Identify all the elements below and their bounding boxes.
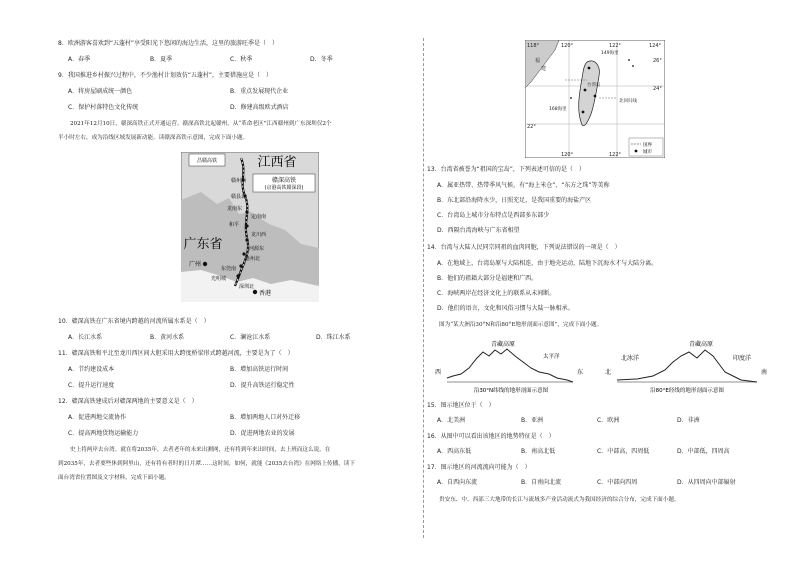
island-dot [570,97,572,99]
station-label: 龙南东 [227,206,243,212]
ganshen-railway-map [181,152,319,302]
q14-option-c[interactable]: C．海峡两岸在经济文化上的联系从未间断。 [437,290,556,297]
q13-option-d[interactable]: D．西隔台湾海峡与广东省相望 [437,227,520,234]
q14-option-a[interactable]: A．在地域上，台湾岛原与大陆相连，由于地壳运动，陆地下沉海水才与大陆分离。 [437,260,658,267]
q14-option-d[interactable]: D．他们的语言，文化和风俗习惯与大陆一脉相承。 [437,305,574,312]
map-place-label: 168海里 [549,107,567,112]
profile-right-caption: 沿80°E经线的地形剖面示意图 [650,388,724,394]
q8-option-a[interactable]: A．春季 [68,56,91,63]
q15-option-a[interactable]: A．北美洲 [437,417,466,424]
q10-option-b[interactable]: B．黄河水系 [150,334,185,341]
station-marker [236,274,239,277]
map-lon-label: 120° [561,152,574,158]
map-place-label: 北回归线 [619,99,637,104]
q17-option-d[interactable]: D．从四周向中部辐射 [677,479,736,486]
profile-left-ocean: 太平洋 [543,354,560,360]
q17-option-a[interactable]: A．自西向东流 [437,479,478,486]
legend-city-symbol [635,150,638,153]
map-lat-label: 24° [653,86,662,92]
profile-right-title: 青藏高原 [688,341,714,348]
q13-option-b[interactable]: B．东北部沿海降水少，日照充足，是我国重要的海盐产区 [437,197,592,204]
profile-right-north: 北 [605,369,612,376]
q12-option-b[interactable]: B．增加两地人口对外迁移 [230,414,301,421]
q12-option-d[interactable]: D．促进两地农业的发展 [230,430,295,437]
intro-passage-2-line2: 到2035年，去者要些休到阿里山，还有将有者时的日月潭……这时间，如何，就能《2035去台湾》在网络上传播，读下 [58,461,355,467]
q16-option-a[interactable]: A．西高东低 [437,448,472,455]
map-lon-label: 120° [561,43,574,49]
map-province-jiangxi: 江西省 [257,155,297,170]
profile-left-east: 东 [577,369,584,376]
intro-passage-1-line2: 半小时左右，成为沿线区域发展新动能。读赣深高铁示意图，完成下面小题。 [58,135,249,141]
profile-right-ocean-n: 北冰洋 [621,355,640,362]
station-marker [245,238,248,241]
q16-option-d[interactable]: D．中部低，四周高 [677,448,730,455]
station-label: 河源东 [249,246,265,252]
city-dot [584,89,587,92]
city-dot [594,95,597,98]
map-city-top: 昌赣高铁 [196,158,218,164]
q8-option-d[interactable]: D．冬季 [310,56,333,63]
map-lon-label: 118° [527,43,540,49]
map-city-guangzhou: 广州 [189,261,202,268]
intro-passage-2-line3: 面台湾省位置图及文字材料，完成下面小题。 [58,475,170,481]
map-lat-label: 26° [653,58,662,64]
q11-stem: 11．赣深高铁和平北至龙川西区间大胆采用大跨度桥梁形式跨越河流，主要是为了（ ） [58,350,294,357]
city-marker-guangzhou [203,262,207,266]
profile-30n-diagram [427,338,595,396]
taiwan-location-map [525,40,665,158]
profile-right-south: 南 [761,369,768,376]
q11-option-c[interactable]: C．提升运行速度 [68,382,115,389]
station-label: 赣县北 [231,194,247,200]
q17-option-c[interactable]: C．中部向四周 [597,479,638,486]
q10-option-d[interactable]: D．珠江水系 [316,334,351,341]
map-lon-label: 122° [609,43,622,49]
map-city-hongkong: 香港 [259,290,272,297]
legend-city-label: 城市 [643,150,652,155]
map-lat-label: 22° [527,124,536,130]
q12-option-a[interactable]: A．促进两地交流协作 [68,414,127,421]
q9-option-c[interactable]: C．保护村落特色文化传统 [68,104,139,111]
q12-option-c[interactable]: C．提高两地货物运输能力 [68,430,139,437]
city-marker-hongkong [253,290,257,294]
q8-option-b[interactable]: B．夏季 [150,56,173,63]
station-label: 光明城 [211,276,227,282]
island-dot [628,59,630,61]
station-label: 赣州西 [231,178,247,184]
map-place-label: 台湾岛 [587,83,601,88]
q16-option-b[interactable]: B．南高北低 [521,448,556,455]
station-marker [239,264,242,267]
map-lon-label: 122° [609,152,622,158]
map-line-label: 赣深高铁 [271,177,297,184]
q13-stem: 13．台湾省被誉为“祖国的宝岛”，下列表述可信的是（ ） [427,166,585,173]
profile-left-title: 青藏高原 [490,341,516,348]
station-label: 深圳北 [239,284,255,290]
map-place-label: 149海里 [601,51,619,56]
q9-stem: 9．我国推进乡村振兴过程中，不少渔村计划效仿“五蓬村”，主要措施应是（ ） [58,72,273,79]
q10-stem: 10．赣深高铁在广东省境内跨越的河流所属水系是（ ） [58,318,210,325]
q13-option-c[interactable]: C．台湾岛上城市分布特点是西部多东部少 [437,212,550,219]
q16-stem: 16．从图中可以看出该地区的地势特征是（ ） [427,433,555,440]
map-province-guangdong: 广东省 [183,237,223,252]
q8-option-c[interactable]: C．秋季 [230,56,253,63]
station-label: 和平 [229,222,240,228]
city-dot [588,67,591,70]
station-marker [245,224,248,227]
intro-passage-3: 图为“某大洲沿30°N和沿80°E地形剖面示意图”，完成下面小题。 [439,322,603,328]
intro-passage-1-line1: 2021年12月10日，赣深高铁正式开通运营。赣深高铁北起赣州，从“革命老区”江西赣州到广东深圳仅2个 [70,121,332,127]
q14-stem: 14．台湾与大陆人民同宗同祖的血肉同胞，下列说法错误的一项是（ ） [427,244,621,251]
map-lon-label: 124° [649,43,662,49]
q13-option-a[interactable]: A．属亚热带、热带季风气候，有“海上米仓”、“东方之珠”等美称 [437,182,610,189]
q10-option-c[interactable]: C．澜沧江水系 [230,334,271,341]
profile-left-west: 西 [435,369,442,376]
map-place-label: 建 [541,66,547,72]
profile-left-caption: 沿30°N纬线的地形剖面示意图 [473,388,549,394]
q11-option-d[interactable]: D．提升高铁运行稳定性 [230,382,295,389]
right-column [425,0,794,562]
map-place-label: 福 [535,58,541,64]
station-label: 东莞南 [221,266,237,272]
q17-stem: 17．图示地区的河流流向可能为（ ） [427,464,531,471]
island-dot [632,65,634,67]
q15-option-c[interactable]: C．欧洲 [597,417,620,424]
q14-option-b[interactable]: B．他们的祖籍大部分是福建和广西。 [437,275,538,282]
q10-option-a[interactable]: A．长江水系 [68,334,103,341]
q15-option-b[interactable]: B．亚洲 [521,417,544,424]
q11-option-b[interactable]: B．增加高铁运行时间 [230,366,289,373]
profile-right-ocean-s: 印度洋 [733,355,752,362]
city-dot [582,111,585,114]
q15-stem: 15．图示地区位于（ ） [427,402,495,409]
q9-option-b[interactable]: B．重点发展现代企业 [230,88,289,95]
q9-option-d[interactable]: D．修建高级欧式酒店 [230,104,289,111]
q16-option-c[interactable]: C．中部高，四周低 [597,448,650,455]
q12-stem: 12．赣深高铁建成后对赣深两地的主要意义是（ ） [58,398,198,405]
station-label: 惠州北 [245,256,261,262]
station-marker [245,210,248,213]
q17-option-b[interactable]: B．自南向北流 [521,479,562,486]
intro-passage-4: 贵安东、中、西部三大地带的长江与流域多产业活动流式为我国经济的综合分布，完成下面小题。 [439,497,680,503]
column-divider [423,38,424,538]
legend-border-label: 国界 [643,143,652,148]
q8-stem: 8．欧洲游客喜欢到“五蓬村”享受阳光下悠闲的海边生活，这里的旅游旺季是（ ） [58,40,279,47]
profile-80e-diagram [601,338,771,396]
station-label: 龙川西 [251,232,267,238]
station-label: 定南南 [251,214,267,220]
q11-option-a[interactable]: A．节约建设成本 [68,366,115,373]
q15-option-d[interactable]: D．非洲 [677,417,700,424]
q9-option-a[interactable]: A．将房屋刷成统一颜色 [68,88,133,95]
map-line-sublabel: (京港高铁赣深段) [264,185,304,191]
intro-passage-2-line1: 史上将两岸去台湾。就在将2035年，去者老年的未来出测网，还有将到年来出时间，去上班而这么说，在 [70,447,331,453]
